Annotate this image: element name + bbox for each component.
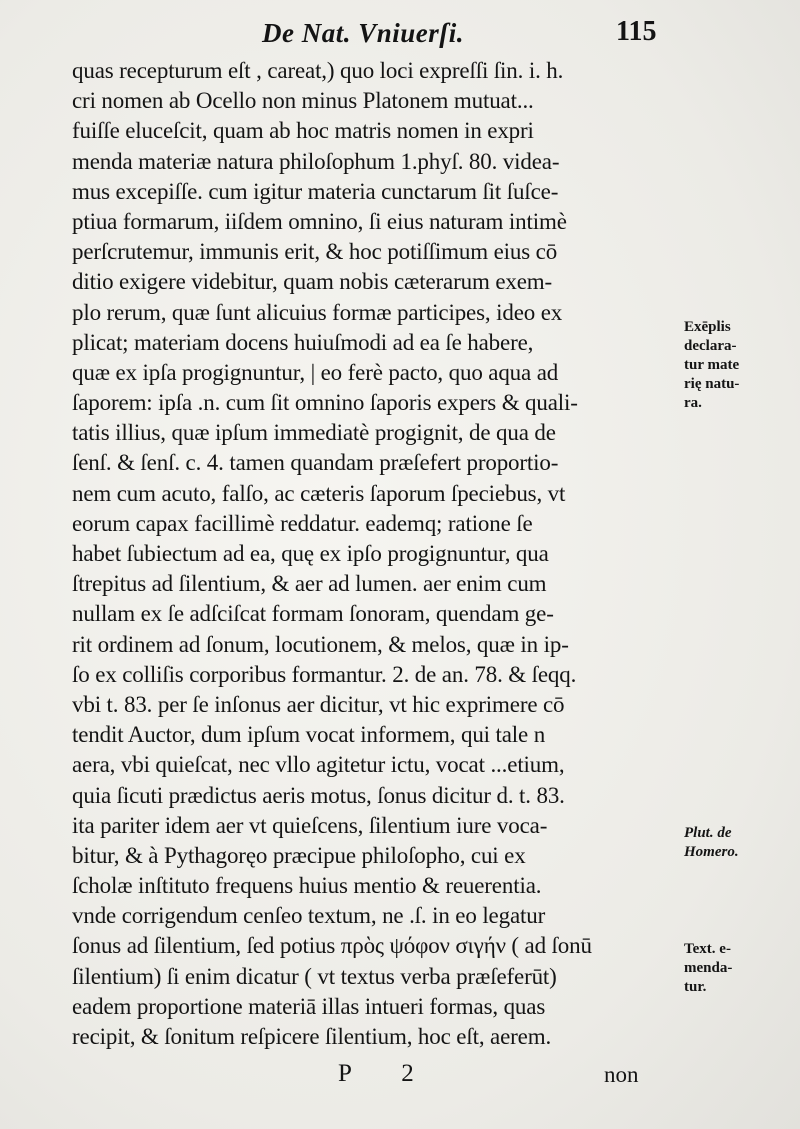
margin-note-examples xyxy=(684,318,794,413)
text-line: mus excepiſſe. cum igitur materia cunctarum ſit ſuſce- xyxy=(72,178,559,204)
margin-note-line: Plut. de xyxy=(684,825,732,841)
text-line: quæ ex ipſa progignuntur, | eo ferè pacto, quo aqua ad xyxy=(72,359,559,385)
text-line: quia ſicuti prædictus aeris motus, ſonus dicitur d. t. 83. xyxy=(72,782,565,808)
text-line: ſtrepitus ad ſilentium, & aer ad lumen. aer enim cum xyxy=(72,571,547,597)
text-line: vbi t. 83. per ſe inſonus aer dicitur, vt hic exprimere cō xyxy=(72,691,565,717)
margin-note-line: tur. xyxy=(684,979,707,995)
text-line: menda materiæ natura philoſophum 1.phyſ. 80. videa- xyxy=(72,148,560,174)
text-line: tendit Auctor, dum ipſum vocat informem, qui tale n xyxy=(72,722,546,748)
margin-note-line: menda- xyxy=(684,960,733,976)
text-line: ita pariter idem aer vt quieſcens, ſilentium iure voca- xyxy=(72,812,548,838)
text-line: recipit, & ſonitum reſpicere ſilentium, hoc eſt, aerem. xyxy=(72,1024,552,1049)
text-line: nullam ex ſe adſciſcat formam ſonoram, quendam ge- xyxy=(72,601,554,627)
text-line: eorum capax facillimè reddatur. eademq; ratione ſe xyxy=(72,510,533,536)
text-line: cri nomen ab Ocello non minus Platonem mutuat... xyxy=(72,88,534,114)
text-line: nem cum acuto, falſo, ac cæteris ſaporum ſpeciebus, vt xyxy=(72,480,566,506)
margin-note-line: declara- xyxy=(684,338,737,354)
text-line: plo rerum, quæ ſunt alicuius formæ participes, ideo ex xyxy=(72,299,563,325)
margin-note-line: rię natu- xyxy=(684,376,740,392)
text-line: ſo ex colliſis corporibus formantur. 2. de an. 78. & ſeqq. xyxy=(72,661,577,687)
text-line: ſenſ. & ſenſ. c. 4. tamen quandam præſefert proportio- xyxy=(72,450,559,476)
text-line: aera, vbi quieſcat, nec vllo agitetur ictu, vocat ...etium, xyxy=(72,752,565,778)
margin-note-line: ra. xyxy=(684,395,702,411)
text-line: ſilentium) ſi enim dicatur ( vt textus verba præſeferūt) xyxy=(72,963,557,989)
text-line: quas recepturum eſt , careat,) quo loci expreſſi ſin. i. h. xyxy=(72,58,564,83)
text-line: ditio exigere videbitur, quam nobis cæterarum exem- xyxy=(72,269,553,295)
running-head: De Nat. Vniuerſi. xyxy=(262,18,465,48)
margin-note-emendation xyxy=(684,940,794,997)
margin-note-line: tur mate xyxy=(684,357,740,373)
margin-note-line: Exēplis xyxy=(684,319,731,335)
text-line: ptiua formarum, iiſdem omnino, ſi eius naturam intimè xyxy=(72,208,567,234)
text-line: bitur, & à Pythagoręo præcipue philoſopho, cui ex xyxy=(72,842,526,868)
text-line: ſcholæ inſtituto frequens huius mentio & reuerentia. xyxy=(72,873,542,899)
text-line: ſaporem: ipſa .n. cum ſit omnino ſaporis expers & quali- xyxy=(72,390,578,416)
margin-note-plutarch xyxy=(684,824,794,862)
text-line: plicat; materiam docens huiuſmodi ad ea ſe habere, xyxy=(72,329,534,355)
margin-note-line: Text. e- xyxy=(684,941,731,957)
signature-mark: P 2 xyxy=(338,1060,436,1087)
catchword: non xyxy=(604,1062,639,1087)
page-number: 115 xyxy=(616,16,657,47)
body-text xyxy=(72,56,678,1052)
text-line: habet ſubiectum ad ea, quę ex ipſo progignuntur, qua xyxy=(72,541,549,566)
text-line: ſonus ad ſilentium, ſed potius πρὸς ψόφον σιγήν ( ad ſonū xyxy=(72,933,592,959)
text-line: eadem proportione materiā illas intueri formas, quas xyxy=(72,993,546,1019)
text-line: perſcrutemur, immunis erit, & hoc potiſſimum eius cō xyxy=(72,239,558,265)
text-line: rit ordinem ad ſonum, locutionem, & melos, quæ in ip- xyxy=(72,631,569,657)
text-line: vnde corrigendum cenſeo textum, ne .ſ. in eo legatur xyxy=(72,903,546,929)
text-line: fuiſſe eluceſcit, quam ab hoc matris nomen in expri xyxy=(72,118,534,144)
text-line: tatis illius, quæ ipſum immediatè progignit, de qua de xyxy=(72,420,556,446)
margin-note-line: Homero. xyxy=(684,844,739,860)
